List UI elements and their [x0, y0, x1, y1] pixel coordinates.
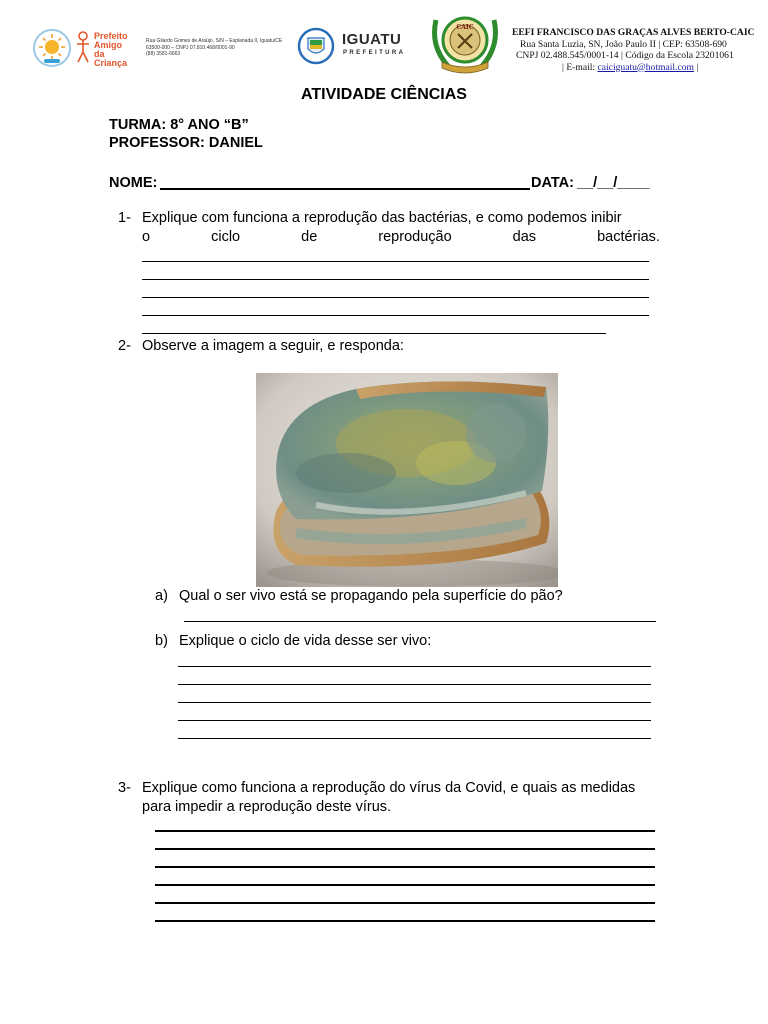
question-2b-letter: b): [155, 633, 168, 649]
address-line-3: (88) 3581-6663: [146, 51, 181, 57]
prefeitura-address: [146, 38, 296, 58]
question-3-line-1: Explique como funciona a reprodução do vírus da Covid, e quais as medidas: [142, 780, 636, 796]
professor-label: PROFESSOR: DANIEL: [109, 135, 263, 151]
school-email-link[interactable]: caiciguatu@hotmail.com: [597, 61, 694, 73]
answer-line[interactable]: [155, 830, 655, 832]
prefeito-line-2: Amigo: [94, 40, 122, 50]
question-1-number: 1-: [118, 210, 131, 226]
prefeito-amigo-logo: [74, 30, 140, 66]
school-seal-icon: [426, 10, 504, 76]
header: [0, 0, 768, 80]
answer-line[interactable]: [142, 279, 649, 280]
answer-line[interactable]: [178, 666, 651, 667]
iguatu-subtitle: PREFEITURA: [343, 50, 406, 56]
answer-line[interactable]: [142, 261, 649, 262]
email-prefix: | E-mail:: [562, 61, 598, 73]
q1-word: ciclo: [211, 229, 241, 245]
q1-word: reprodução: [378, 229, 452, 245]
question-3: [118, 779, 660, 817]
question-2b: [155, 632, 660, 651]
page-title: ATIVIDADE CIÊNCIAS: [301, 86, 467, 103]
q1-word: das: [512, 229, 537, 245]
q1-word: de: [301, 229, 318, 245]
answer-line[interactable]: [142, 315, 649, 316]
prefeito-line-1: Prefeito: [94, 31, 128, 41]
question-2-text: Observe a imagem a seguir, e responda:: [142, 338, 404, 354]
question-2a-letter: a): [155, 588, 168, 604]
email-suffix: |: [693, 61, 699, 73]
q1-word: o: [142, 229, 151, 245]
school-info: [512, 27, 768, 73]
data-label: DATA:: [531, 175, 574, 191]
child-figure-icon: [74, 30, 92, 64]
answer-line[interactable]: [155, 920, 655, 922]
question-2-number: 2-: [118, 338, 131, 354]
school-name: EEFI FRANCISCO DAS GRAÇAS ALVES BERTO-CAIC: [512, 27, 755, 38]
answer-line[interactable]: [178, 684, 651, 685]
school-email-row: [512, 62, 768, 74]
question-2a: [155, 587, 660, 606]
seal-caic-text: CAIC: [456, 24, 474, 31]
answer-line[interactable]: [155, 866, 655, 868]
iguatu-title: IGUATU: [342, 31, 402, 48]
question-1-line-1: Explique com funciona a reprodução das bactérias, e como podemos inibir: [142, 210, 622, 226]
question-1: [118, 209, 660, 247]
answer-line[interactable]: [178, 720, 651, 721]
q1-word: bactérias.: [597, 229, 660, 245]
answer-line[interactable]: [178, 738, 651, 739]
prefeito-line-3: da Criança: [94, 49, 128, 68]
answer-line[interactable]: [178, 702, 651, 703]
iguatu-crest-icon: [297, 27, 335, 65]
data-field[interactable]: __/__/____: [577, 175, 650, 191]
question-2: [118, 337, 660, 356]
answer-line[interactable]: [184, 621, 656, 622]
question-1-line-2: [142, 228, 660, 247]
answer-line[interactable]: [142, 297, 649, 298]
question-2b-text: Explique o ciclo de vida desse ser vivo:: [179, 633, 432, 649]
question-2a-text: Qual o ser vivo está se propagando pela superfície do pão?: [179, 588, 563, 604]
nome-field[interactable]: [160, 188, 530, 190]
answer-line[interactable]: [155, 848, 655, 850]
answer-line[interactable]: [155, 884, 655, 886]
turma-label: TURMA: 8° ANO “B”: [109, 117, 249, 133]
school-address: Rua Santa Luzia, SN, João Paulo II | CEP: 63508-690: [520, 38, 727, 50]
address-line-1: Rua Gilardo Gomes de Araújo, S/N – Esplanada II, Iguatu/CE: [146, 38, 283, 44]
school-cnpj: CNPJ 02.488.545/0001-14 | Código da Escola 23201061: [516, 50, 734, 61]
sun-logo-icon: [32, 28, 72, 68]
question-3-number: 3-: [118, 780, 131, 796]
answer-line[interactable]: [142, 333, 606, 334]
moldy-bread-image: [256, 373, 558, 587]
answer-line[interactable]: [155, 902, 655, 904]
nome-label: NOME:: [109, 175, 158, 191]
question-3-line-2: para impedir a reprodução deste vírus.: [142, 799, 392, 815]
address-line-2: 63500-000 – CNPJ 07.810.468/0001-90: [146, 44, 235, 51]
